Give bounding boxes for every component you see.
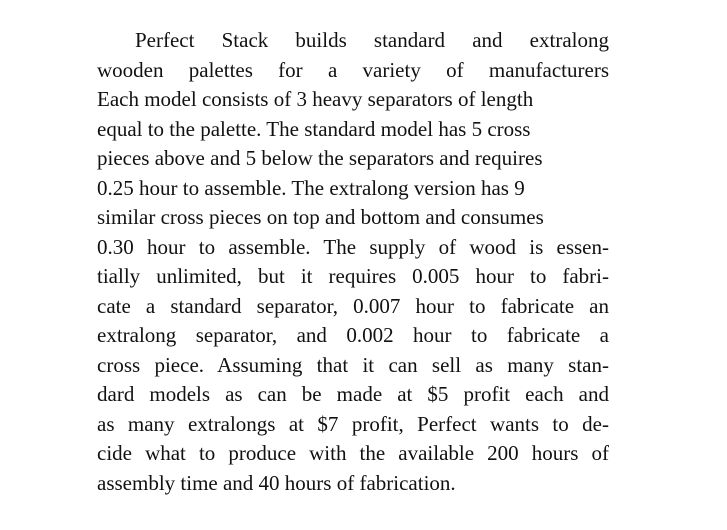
paragraph-line: cross piece. Assuming that it can sell as many stan- xyxy=(97,352,609,377)
paragraph-line: cate a standard separator, 0.007 hour to fabricate an xyxy=(97,293,609,318)
paragraph-line: Perfect Stack builds standard and extralong xyxy=(135,28,609,52)
paragraph-line: pieces above and 5 below the separators and requires xyxy=(97,146,543,170)
paragraph-line: wooden palettes for a variety of manufacturers xyxy=(97,57,609,82)
paragraph-line: Each model consists of 3 heavy separators of length xyxy=(97,87,534,111)
paragraph-line: similar cross pieces on top and bottom and consumes xyxy=(97,205,544,229)
paragraph-line: 0.30 hour to assemble. The supply of wood is essen- xyxy=(97,234,609,259)
paragraph-line: as many extralongs at $7 profit, Perfect wants to de- xyxy=(97,411,609,436)
paragraph-line: cide what to produce with the available 200 hours of xyxy=(97,441,609,465)
paragraph-line: tially unlimited, but it requires 0.005 hour to fabri- xyxy=(97,264,609,288)
problem-paragraph xyxy=(97,26,609,498)
paragraph-line: assembly time and 40 hours of fabrication. xyxy=(97,470,456,495)
paragraph-line: extralong separator, and 0.002 hour to fabricate a xyxy=(97,323,609,347)
paragraph-line: dard models as can be made at $5 profit each and xyxy=(97,382,609,406)
paragraph-line: equal to the palette. The standard model has 5 cross xyxy=(97,116,531,141)
paragraph-line: 0.25 hour to assemble. The extralong version has 9 xyxy=(97,175,525,200)
